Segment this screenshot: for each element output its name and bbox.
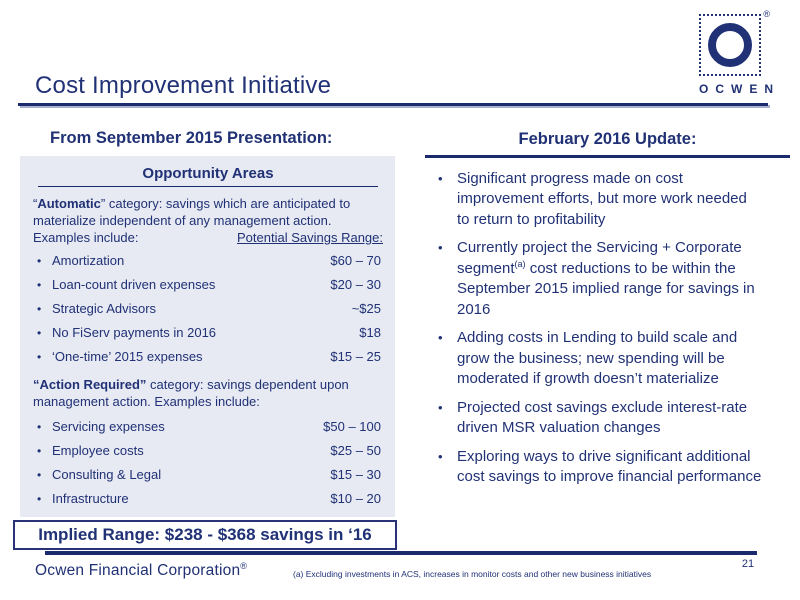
list-item — [33, 253, 383, 270]
bullet-text: Adding costs in Lending to build scale and grow the business; new spending will be moderated if growth doesn’t materialize — [457, 329, 738, 387]
item-value: $25 – 50 — [330, 443, 381, 458]
implied-range-text: Implied Range: $238 - $368 savings in ‘16 — [38, 525, 372, 544]
item-label: ‘One-time’ 2015 expenses — [52, 348, 203, 364]
bullet-item — [425, 447, 790, 488]
bullet-icon: • — [438, 330, 443, 345]
item-value: $15 – 25 — [330, 348, 381, 364]
list-item — [33, 443, 383, 460]
item-value: $60 – 70 — [330, 252, 381, 268]
list-item — [33, 301, 383, 318]
implied-range-callout — [13, 520, 397, 550]
left-column-heading: From September 2015 Presentation: — [50, 129, 333, 147]
bullet-icon: • — [438, 170, 443, 186]
quote-open: “ — [33, 196, 38, 211]
automatic-category-text: ” category: savings which are anticipated to materialize independent of any management action. — [33, 196, 351, 228]
examples-row — [33, 230, 383, 247]
page-title: Cost Improvement Initiative — [35, 72, 332, 99]
bullet-icon: • — [37, 253, 42, 268]
list-item — [33, 467, 383, 484]
circle-icon — [708, 23, 752, 67]
footer-company-name: Ocwen Financial Corporation — [35, 562, 241, 579]
registered-mark: ® — [240, 560, 248, 571]
bullet-icon: • — [37, 444, 42, 458]
bullet-icon: • — [37, 420, 42, 434]
ocwen-logo — [699, 9, 780, 96]
action-required-text: category: savings dependent upon management action. Examples include: — [33, 377, 349, 409]
right-heading-divider — [425, 155, 790, 158]
bullet-item — [425, 398, 790, 439]
title-divider — [18, 103, 768, 106]
bullet-text — [457, 238, 763, 320]
item-value: $10 – 20 — [330, 491, 381, 506]
automatic-category-term: Automatic — [37, 196, 101, 211]
bullet-icon: • — [37, 301, 42, 316]
potential-savings-range-header: Potential Savings Range: — [237, 230, 383, 245]
footer-divider — [45, 551, 757, 555]
list-item — [33, 277, 383, 294]
item-value: $15 – 30 — [330, 467, 381, 482]
bullet-icon: • — [438, 240, 443, 255]
item-label: Consulting & Legal — [52, 467, 162, 482]
bullet-icon: • — [37, 492, 42, 506]
bullet-icon: • — [37, 468, 42, 482]
footer-company — [35, 562, 247, 580]
bullet-icon: • — [37, 349, 42, 364]
item-value: $18 — [359, 324, 381, 340]
list-item — [33, 325, 383, 342]
list-item — [33, 491, 383, 508]
automatic-items-list — [33, 253, 383, 366]
bullet-icon: • — [438, 448, 443, 464]
opportunity-areas-divider — [38, 186, 378, 187]
action-items-list — [33, 419, 383, 508]
bullet-text-after: cost reductions to be within the September 2015 implied range for savings in 2016 — [457, 259, 755, 318]
page-number: 21 — [741, 558, 755, 570]
action-required-term: “Action Required” — [33, 377, 147, 392]
right-column — [425, 130, 790, 496]
bullet-text: Significant progress made on cost improvement efforts, but more work needed to return to profitability — [457, 169, 747, 228]
bullet-icon: • — [37, 277, 42, 292]
item-value: ~$25 — [351, 300, 381, 316]
bullet-text-before: Currently project the Servicing + Corporate segment — [457, 239, 742, 277]
bullet-text: Exploring ways to drive significant additional cost savings to improve financial performance — [457, 447, 762, 485]
item-label: No FiServ payments in 2016 — [52, 324, 217, 340]
item-label: Loan-count driven expenses — [52, 276, 216, 292]
ocwen-logo-text: OCWEN — [699, 82, 780, 96]
bullet-item — [425, 169, 790, 231]
bullet-icon: • — [37, 325, 42, 340]
examples-label: Examples include: — [33, 230, 139, 245]
footnote-text: (a) Excluding investments in ACS, increases in monitor costs and other new business initiatives — [293, 569, 652, 579]
item-value: $50 – 100 — [323, 419, 381, 434]
item-label: Infrastructure — [52, 491, 129, 506]
item-label: Employee costs — [52, 443, 144, 458]
item-label: Servicing expenses — [52, 419, 165, 434]
right-column-heading: February 2016 Update: — [518, 130, 697, 148]
opportunity-areas-title: Opportunity Areas — [142, 165, 274, 182]
opportunity-areas-box — [20, 156, 395, 517]
bullet-item — [425, 328, 790, 390]
automatic-category-paragraph — [33, 196, 383, 229]
action-required-paragraph — [33, 377, 383, 410]
bullet-item — [425, 238, 790, 320]
update-bullets-list — [425, 169, 790, 488]
registered-mark: ® — [763, 9, 770, 19]
item-label: Strategic Advisors — [52, 300, 157, 316]
item-value: $20 – 30 — [330, 276, 381, 292]
bullet-text: Projected cost savings exclude interest-rate driven MSR valuation changes — [457, 398, 748, 436]
footnote-ref: (a) — [514, 258, 526, 269]
item-label: Amortization — [52, 252, 125, 268]
list-item — [33, 349, 383, 366]
bullet-icon: • — [438, 399, 443, 415]
ocwen-logo-mark — [699, 9, 770, 76]
list-item — [33, 419, 383, 436]
